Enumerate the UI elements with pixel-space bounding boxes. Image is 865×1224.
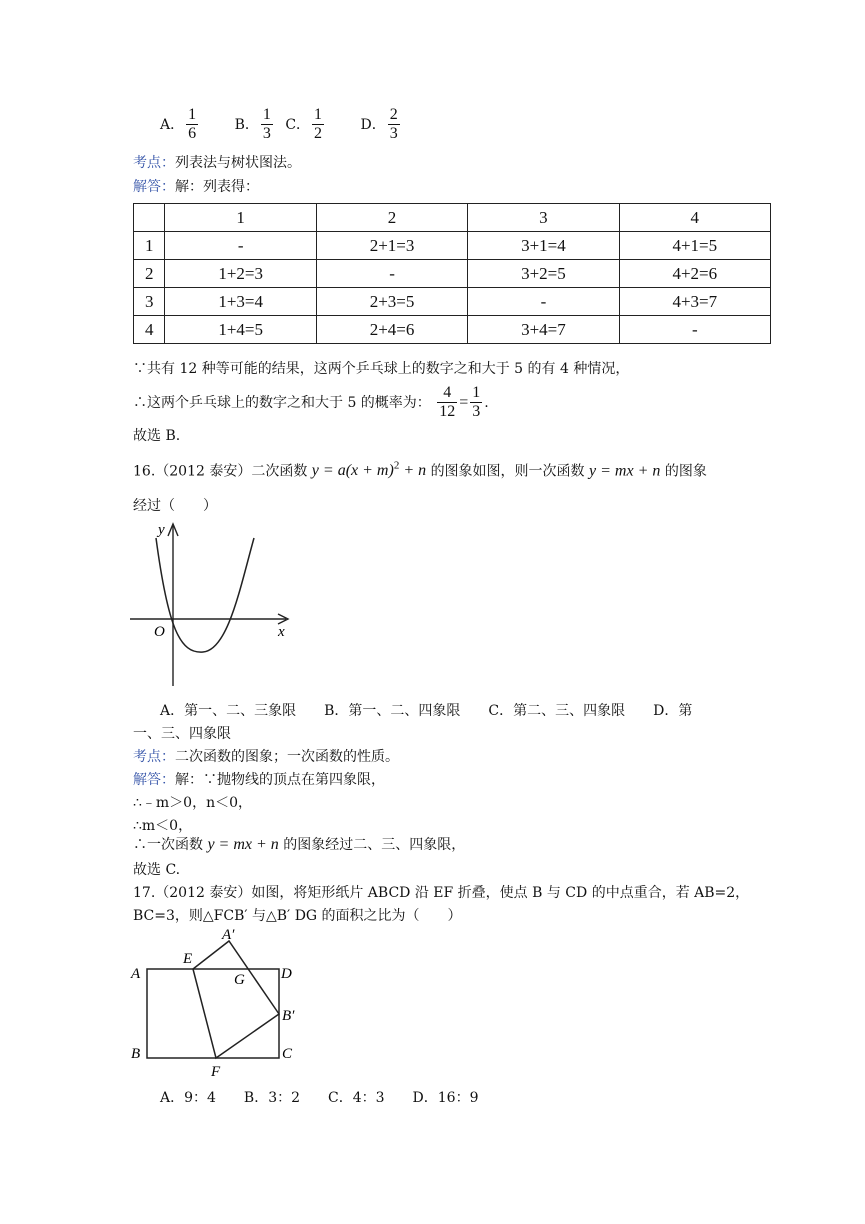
fraction: $\frac{1}{3}$ [472, 384, 481, 421]
label-d: D [281, 966, 292, 982]
origin-label: O [154, 624, 165, 640]
q16-options-line2: 一、三、四象限 [133, 726, 231, 742]
table-cell: 2+3=5 [316, 288, 467, 316]
q15-line2: ∴这两个乒乓球上的数字之和大于 5 的概率为： $\frac{4}{12}$ = $\frac{1}{3}$ . [133, 384, 489, 421]
table-cell: 2+1=3 [316, 232, 467, 260]
q16-step1: ∴﹣m＞0，n＜0， [133, 795, 253, 811]
option-c: C． $\frac{1}{2}$ [285, 106, 323, 143]
table-cell: 2 [134, 260, 165, 288]
label-e: E [183, 951, 193, 967]
table-cell: - [619, 316, 770, 344]
table-row [134, 260, 771, 288]
q17-stem-line2: BC=3，则△FCB′ 与△B′ DG 的面积之比为（ ） [133, 908, 462, 924]
label-b: B [131, 1046, 141, 1062]
q15-options [160, 106, 402, 144]
option-b: B． $\frac{1}{3}$ [234, 106, 271, 143]
q16-stem-line2: 经过（ ） [133, 498, 217, 514]
q15-jieda: 解答：解：列表得： [133, 179, 259, 195]
q15-kaodian: 考点：列表法与树状图法。 [133, 155, 301, 171]
label-a-prime: A′ [222, 927, 235, 943]
label-f: F [211, 1064, 221, 1078]
q16-stem: 16.（2012 泰安）二次函数 $y = a(x + m)^2 + n$ 的图象如图，则一次函数 y = mx + n 的图象 [133, 460, 707, 480]
option-a: A． $\frac{1}{6}$ [160, 106, 197, 143]
label-g: G [234, 972, 245, 988]
table-cell: 3+2=5 [468, 260, 619, 288]
q17-options: A．9：4 B．3：2 C．4：3 D．16：9 [160, 1090, 479, 1106]
fraction: $\frac{1}{6}$ [188, 106, 197, 143]
q16-step3: ∴一次函数 y = mx + n 的图象经过二、三、四象限， [133, 836, 466, 853]
table-cell: 2+4=6 [316, 316, 467, 344]
table-cell: 4+1=5 [619, 232, 770, 260]
table-cell: 4 [134, 316, 165, 344]
parabola-graph [128, 518, 298, 690]
label-a: A [131, 966, 141, 982]
q16-answer: 故选 C. [133, 862, 181, 878]
rectangle-fold-figure [126, 926, 306, 1078]
y-axis-label: y [158, 522, 165, 538]
fraction: $\frac{1}{2}$ [314, 106, 323, 143]
table-cell: - [316, 260, 467, 288]
q16-step2: ∴m＜0， [133, 818, 193, 834]
folded-flap [193, 941, 279, 1058]
table-cell [134, 204, 165, 232]
table-cell: 1+2=3 [165, 260, 316, 288]
table-cell: 4 [619, 204, 770, 232]
table-cell: 4+2=6 [619, 260, 770, 288]
table-cell: 4+3=7 [619, 288, 770, 316]
table-cell: 3 [468, 204, 619, 232]
table-cell: 3+1=4 [468, 232, 619, 260]
parabola-curve [156, 538, 254, 652]
table-cell: 2 [316, 204, 467, 232]
table-cell: 3+4=7 [468, 316, 619, 344]
q17-stem-line1: 17.（2012 泰安）如图，将矩形纸片 ABCD 沿 EF 折叠，使点 B 与 CD 的中点重合，若 AB=2， [133, 885, 750, 901]
table-cell: 1 [134, 232, 165, 260]
label-c: C [282, 1046, 293, 1062]
q16-kaodian: 考点：二次函数的图象；一次函数的性质。 [133, 749, 399, 765]
q16-options-line1: A．第一、二、三象限 B．第一、二、四象限 C．第二、三、四象限 D．第 [160, 703, 693, 719]
fraction: $\frac{2}{3}$ [389, 106, 398, 143]
table-cell: 1 [165, 204, 316, 232]
fraction: $\frac{1}{3}$ [262, 106, 271, 143]
fraction: $\frac{4}{12}$ [439, 384, 456, 421]
q15-answer: 故选 B. [133, 428, 181, 444]
table-cell: - [468, 288, 619, 316]
table-header-row [134, 204, 771, 232]
q16-jieda: 解答：解：∵抛物线的顶点在第四象限， [133, 772, 385, 788]
table-row [134, 288, 771, 316]
sum-table [133, 203, 771, 344]
table-cell: 1+4=5 [165, 316, 316, 344]
table-row [134, 316, 771, 344]
x-axis-label: x [278, 624, 285, 640]
table-cell: 3 [134, 288, 165, 316]
table-cell: - [165, 232, 316, 260]
label-b-prime: B′ [282, 1008, 295, 1024]
table-cell: 1+3=4 [165, 288, 316, 316]
option-d: D． $\frac{2}{3}$ [360, 106, 398, 143]
table-row [134, 232, 771, 260]
q15-line1: ∵共有 12 种等可能的结果，这两个乒乓球上的数字之和大于 5 的有 4 种情况， [133, 361, 630, 377]
